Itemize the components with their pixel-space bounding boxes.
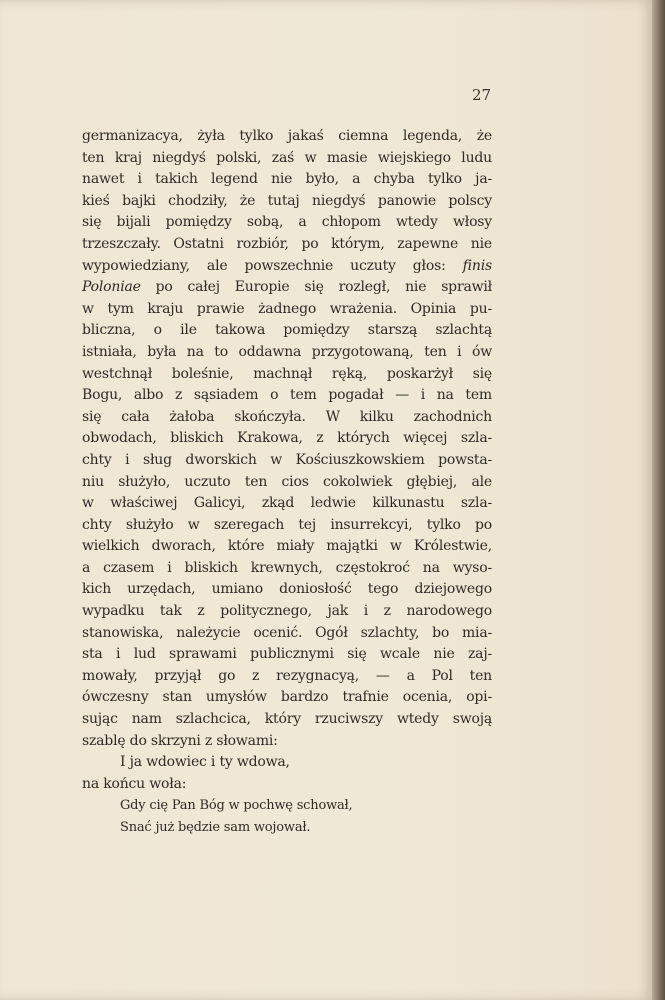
text-line: stanowiska, należycie ocenić. Ogół szlachty, bo mia-	[82, 624, 492, 641]
text-line: wielkich dworach, które miały majątki w Królestwie,	[82, 538, 492, 555]
text-line: ówczesny stan umysłów bardzo trafnie ocenia, opi-	[82, 689, 492, 706]
text-line: się bijali pomiędzy sobą, a chłopom wtedy włosy	[82, 214, 492, 231]
text-line: mowały, przyjął go z rezygnacyą, — a Pol ten	[82, 667, 492, 684]
text-line: trzeszczały. Ostatni rozbiór, po którym, zapewne nie	[82, 235, 492, 252]
verse-line: Snać już będzie sam wojował.	[120, 820, 311, 835]
text-line: chty i sług dworskich w Kościuszkowskiem powsta-	[82, 451, 492, 468]
text-line: kich urzędach, umiano doniosłość tego dziejowego	[82, 581, 492, 598]
verse-line: I ja wdowiec i ty wdowa,	[120, 754, 290, 771]
page-edge	[652, 0, 665, 1000]
text-line: germanizacya, żyła tylko jakaś ciemna legenda, że	[82, 128, 492, 144]
body-text	[82, 126, 492, 839]
text-line: kieś bajki chodziły, że tutaj niegdyś panowie polscy	[82, 192, 492, 209]
text-line: w tym kraju prawie żadnego wrażenia. Opinia pu-	[82, 300, 492, 317]
text-line: a czasem i bliskich krewnych, częstokroć na wyso-	[82, 559, 492, 576]
text-line: chty służyło w szeregach tej insurrekcyi, tylko po	[82, 516, 492, 533]
text-segment: wypowiedziany, ale powszechnie uczuty głos:	[82, 257, 446, 274]
text-line: ten kraj niegdyś polski, zaś w masie wiejskiego ludu	[82, 149, 492, 166]
italic-term: finis	[462, 257, 492, 274]
text-line: westchnął boleśnie, machnął ręką, poskarżył się	[82, 365, 492, 382]
text-line	[82, 256, 492, 278]
text-line: w właściwej Galicyi, zkąd ledwie kilkunastu szla-	[82, 495, 492, 512]
text-line: wypadku tak z politycznego, jak i z narodowego	[82, 603, 492, 620]
verse-line: Gdy cię Pan Bóg w pochwę schował,	[120, 798, 353, 814]
text-line	[82, 277, 492, 299]
text-segment: po całej Europie się rozległ, nie sprawił	[155, 279, 492, 296]
text-line: bliczna, o ile takowa pomiędzy starszą szlachtą	[82, 322, 492, 339]
text-line: niu służyło, uczuto ten cios cokolwiek głębiej, ale	[82, 473, 492, 490]
italic-term: Poloniae	[82, 279, 141, 296]
text-line: sując nam szlachcica, który rzuciwszy wtedy swoją	[82, 711, 492, 728]
text-line: nawet i takich legend nie było, a chyba tylko ja-	[82, 171, 492, 188]
verse-intro-line: na końcu woła:	[82, 775, 187, 792]
text-line: szablę do skrzyni z słowami:	[82, 732, 278, 749]
text-line: sta i lud sprawami publicznymi się wcale nie zaj-	[82, 646, 492, 663]
text-line: się cała żałoba skończyła. W kilku zachodnich	[82, 408, 492, 425]
text-line: istniała, była na to oddawna przygotowaną, ten i ów	[82, 343, 492, 360]
text-line: obwodach, bliskich Krakowa, z których więcej szla-	[82, 430, 492, 447]
page-number: 27	[472, 86, 492, 104]
text-line: Bogu, albo z sąsiadem o tem pogadał — i na tem	[82, 387, 492, 404]
